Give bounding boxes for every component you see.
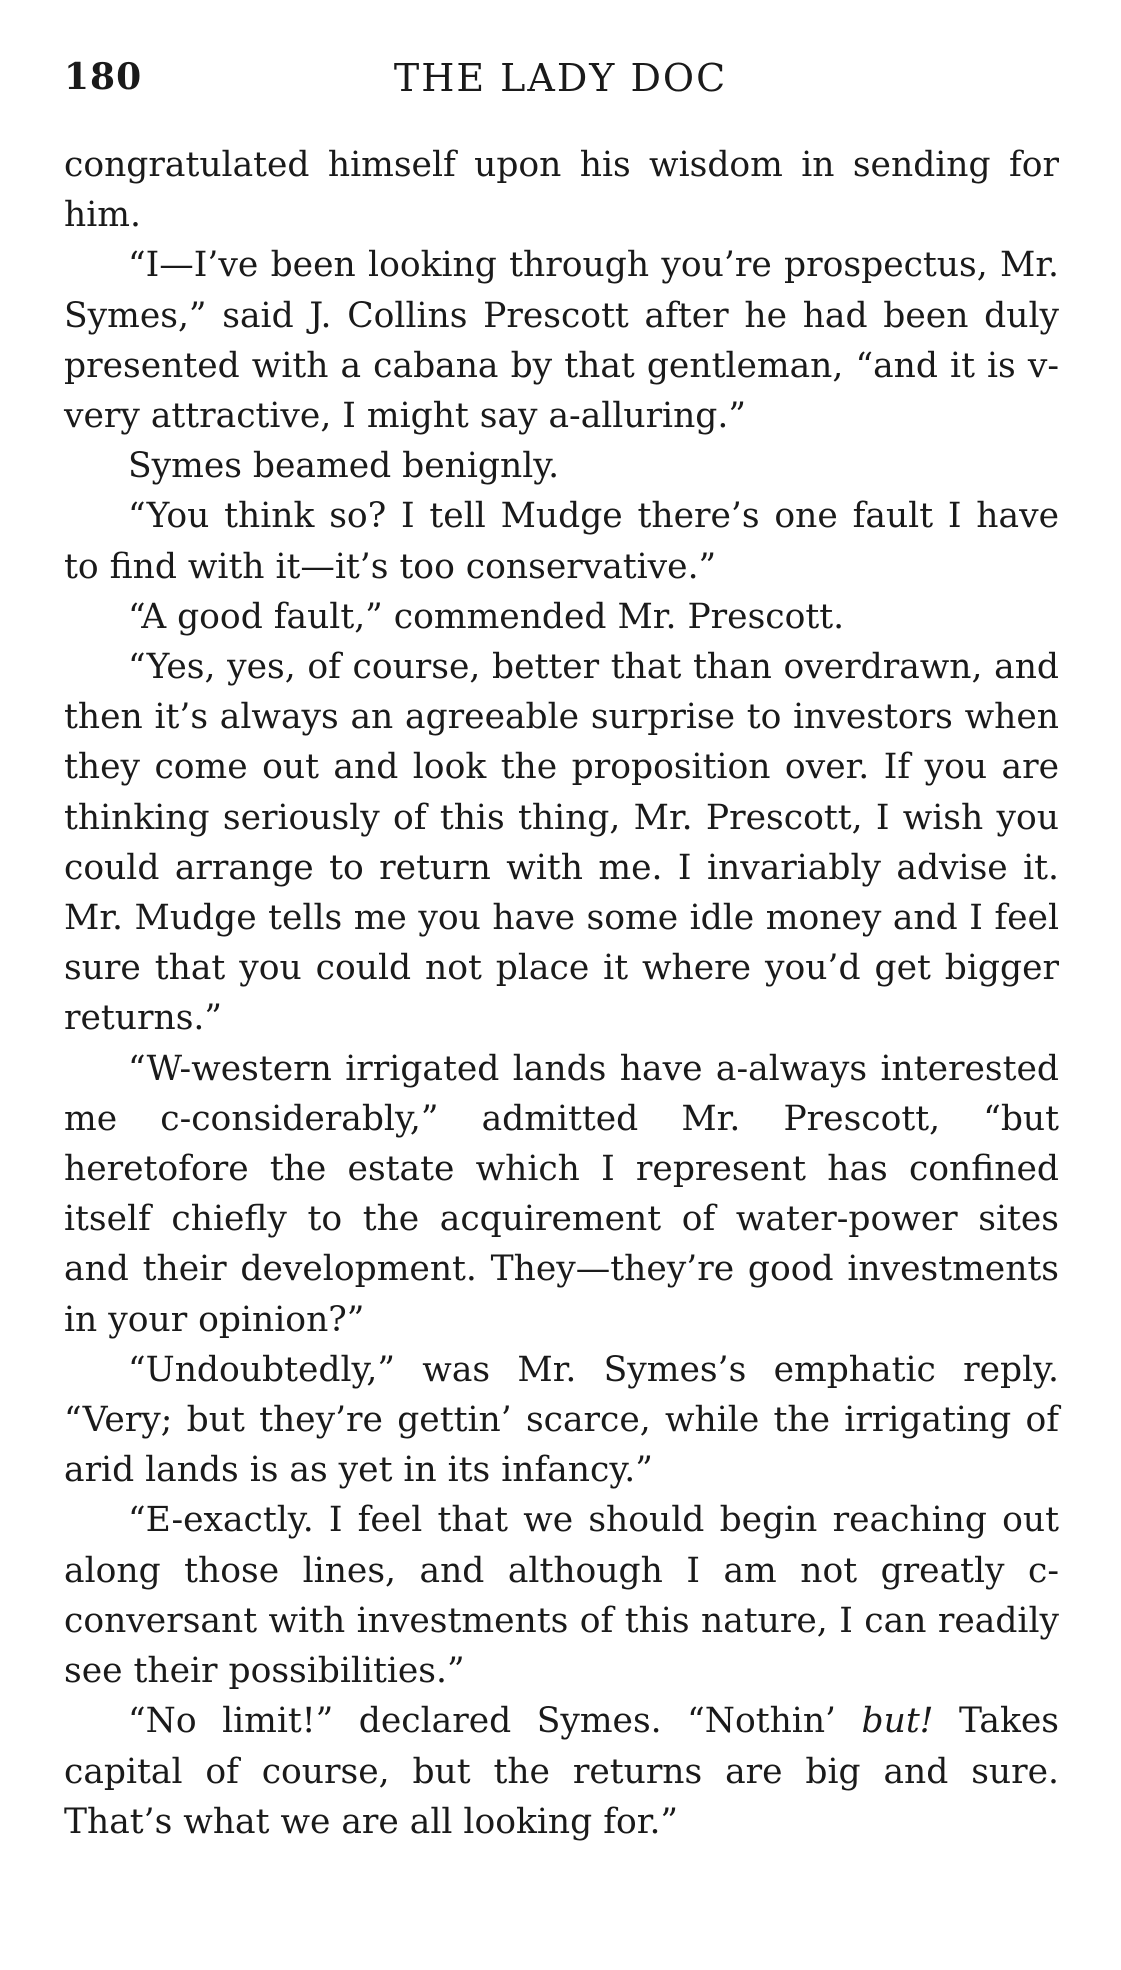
paragraph: Symes beamed benignly. [128, 446, 560, 487]
paragraph-text: Takes capital of course, but the returns are big and sure. That’s what we are all looking for.” [64, 1701, 1059, 1842]
paragraph: “Undoubtedly,” was Mr. Symes’s emphatic reply. “Very; but they’re gettin’ scarce, while the irrigating of arid lands is as yet in its infancy.” [64, 1349, 1059, 1491]
page-number: 180 [64, 56, 143, 98]
paragraph: “You think so? I tell Mudge there’s one fault I have to find with it—it’s too conservative.” [64, 496, 1059, 587]
italic-emphasis: but! [861, 1701, 934, 1742]
running-head: THE LADY DOC [393, 56, 728, 100]
page-header [64, 56, 1057, 106]
body-text [64, 140, 1059, 1847]
paragraph: “Yes, yes, of course, better that than overdrawn, and then it’s always an agreeable surprise to investors when they come out and look the proposition over. If you are thinking seriously of this thing, Mr. Prescott, I wish you could arrange to return with me. I invariably advise it. Mr. Mudge tells me you have some idle money and I feel sure that you could not place it where you’d get bigger returns.” [64, 647, 1059, 1039]
paragraph: “E-exactly. I feel that we should begin reaching out along those lines, and although I am not greatly c-conversant with investments of this nature, I can readily see their possibilities.” [64, 1500, 1059, 1692]
paragraph: “A good fault,” commended Mr. Prescott. [128, 596, 845, 637]
paragraph: “W-western irrigated lands have a-always interested me c-considerably,” admitted Mr. Prescott, “but heretofore the estate which I represent has confined itself chiefly to the acquirement of water-power sites and their development. They—they’re good investments in your opinion?” [64, 1048, 1059, 1340]
paragraph [64, 1696, 1059, 1847]
paragraph-text: “No limit!” declared Symes. “Nothin’ [128, 1701, 862, 1742]
paragraph: “I—I’ve been looking through you’re prospectus, Mr. Symes,” said J. Collins Prescott after he had been duly presented with a cabana by that gentleman, “and it is v-very attractive, I might say a-alluring.” [64, 245, 1059, 437]
paragraph: congratulated himself upon his wisdom in sending for him. [64, 145, 1059, 236]
